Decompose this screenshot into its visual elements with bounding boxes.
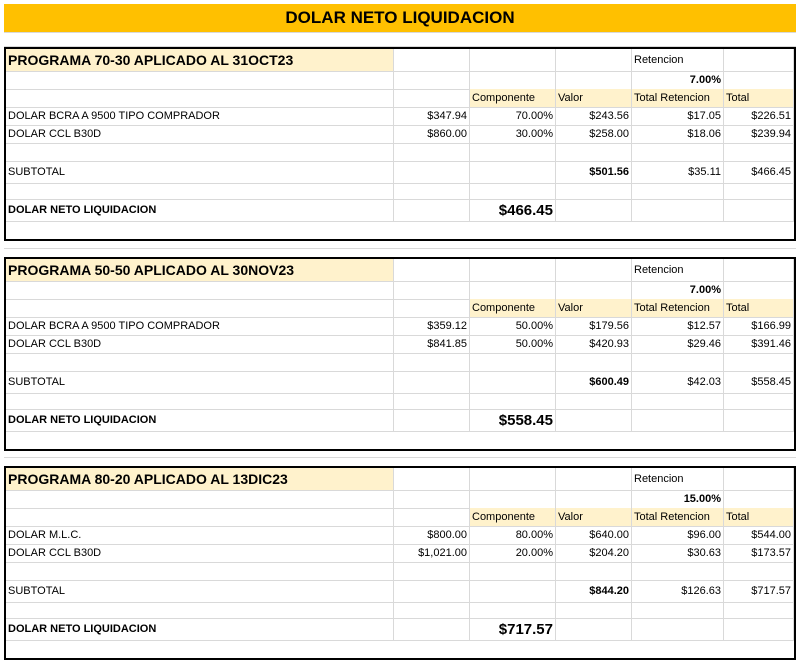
- row-value[interactable]: $243.56: [556, 107, 632, 125]
- table-row: [6, 317, 794, 336]
- row-name[interactable]: DOLAR BCRA A 9500 TIPO COMPRADOR: [6, 317, 394, 335]
- cell[interactable]: [6, 353, 394, 371]
- cell[interactable]: [724, 143, 794, 161]
- cell[interactable]: [394, 393, 470, 409]
- cell[interactable]: [394, 353, 470, 371]
- row-price[interactable]: $800.00: [394, 526, 470, 544]
- row-value[interactable]: $258.00: [556, 125, 632, 143]
- subtotal-row: [6, 161, 794, 184]
- row-component[interactable]: 70.00%: [470, 107, 556, 125]
- retencion-label[interactable]: Retencion: [632, 259, 724, 281]
- cell[interactable]: [394, 468, 470, 490]
- cell[interactable]: [470, 580, 556, 602]
- header-componente[interactable]: Componente: [470, 508, 556, 526]
- row-price[interactable]: $860.00: [394, 125, 470, 143]
- cell[interactable]: [632, 199, 724, 221]
- retention-rate[interactable]: 7.00%: [632, 281, 724, 299]
- cell[interactable]: [6, 508, 394, 526]
- subtotal-total[interactable]: $717.57: [724, 580, 794, 602]
- empty-row: [6, 353, 794, 372]
- row-component[interactable]: 50.00%: [470, 335, 556, 353]
- gridline: [4, 457, 796, 458]
- cell[interactable]: [6, 490, 394, 508]
- sheet-title-text: DOLAR NETO LIQUIDACION: [285, 8, 515, 27]
- cell[interactable]: [394, 580, 470, 602]
- cell[interactable]: [394, 562, 470, 580]
- row-price[interactable]: $841.85: [394, 335, 470, 353]
- retencion-label[interactable]: Retencion: [632, 468, 724, 490]
- header-total-retencion[interactable]: Total Retencion: [632, 89, 724, 107]
- row-value[interactable]: $640.00: [556, 526, 632, 544]
- program-block-3: [4, 466, 796, 660]
- cell[interactable]: [556, 281, 632, 299]
- row-price[interactable]: $347.94: [394, 107, 470, 125]
- cell[interactable]: [394, 618, 470, 640]
- row-component[interactable]: 30.00%: [470, 125, 556, 143]
- program-title-row: [6, 468, 794, 491]
- retencion-label[interactable]: Retencion: [632, 49, 724, 71]
- row-value[interactable]: $204.20: [556, 544, 632, 562]
- cell[interactable]: [394, 371, 470, 393]
- cell[interactable]: [394, 183, 470, 199]
- cell[interactable]: [6, 299, 394, 317]
- cell[interactable]: [724, 353, 794, 371]
- cell[interactable]: [470, 183, 556, 199]
- cell[interactable]: [632, 562, 724, 580]
- cell[interactable]: [394, 199, 470, 221]
- header-valor[interactable]: Valor: [556, 508, 632, 526]
- gridline: [4, 248, 796, 249]
- table-row: [6, 107, 794, 126]
- cell[interactable]: [632, 602, 724, 618]
- cell[interactable]: [724, 618, 794, 640]
- program-title-row: [6, 259, 794, 282]
- header-total[interactable]: Total: [724, 299, 794, 317]
- subtotal-row: [6, 580, 794, 603]
- cell[interactable]: [556, 393, 632, 409]
- row-name[interactable]: DOLAR CCL B30D: [6, 125, 394, 143]
- cell[interactable]: [724, 490, 794, 508]
- program-title[interactable]: PROGRAMA 80-20 APLICADO AL 13DIC23: [6, 468, 394, 490]
- empty-row: [6, 393, 794, 410]
- cell[interactable]: [556, 562, 632, 580]
- cell[interactable]: [724, 259, 794, 281]
- subtotal-total-retention[interactable]: $42.03: [632, 371, 724, 393]
- spacer-row: [4, 32, 796, 47]
- row-total[interactable]: $239.94: [724, 125, 794, 143]
- row-total-retention[interactable]: $30.63: [632, 544, 724, 562]
- cell[interactable]: [470, 281, 556, 299]
- row-component[interactable]: 20.00%: [470, 544, 556, 562]
- empty-row: [6, 562, 794, 581]
- sheet-title[interactable]: [4, 4, 796, 33]
- row-name[interactable]: DOLAR M.L.C.: [6, 526, 394, 544]
- row-total-retention[interactable]: $96.00: [632, 526, 724, 544]
- header-total-retencion[interactable]: Total Retencion: [632, 508, 724, 526]
- cell[interactable]: [632, 409, 724, 431]
- cell[interactable]: [394, 409, 470, 431]
- neto-value[interactable]: $558.45: [470, 409, 556, 431]
- cell[interactable]: [394, 602, 470, 618]
- header-componente[interactable]: Componente: [470, 89, 556, 107]
- cell[interactable]: [394, 281, 470, 299]
- cell[interactable]: [6, 183, 394, 199]
- cell[interactable]: [6, 562, 394, 580]
- cell[interactable]: [632, 353, 724, 371]
- header-valor[interactable]: Valor: [556, 89, 632, 107]
- header-componente[interactable]: Componente: [470, 299, 556, 317]
- neto-row: [6, 199, 794, 222]
- cell[interactable]: [632, 143, 724, 161]
- cell[interactable]: [724, 199, 794, 221]
- header-valor[interactable]: Valor: [556, 299, 632, 317]
- neto-label[interactable]: DOLAR NETO LIQUIDACION: [6, 618, 394, 640]
- row-total-retention[interactable]: $17.05: [632, 107, 724, 125]
- table-row: [6, 544, 794, 563]
- cell[interactable]: [724, 71, 794, 89]
- row-name[interactable]: DOLAR BCRA A 9500 TIPO COMPRADOR: [6, 107, 394, 125]
- cell[interactable]: [394, 71, 470, 89]
- row-name[interactable]: DOLAR CCL B30D: [6, 335, 394, 353]
- cell[interactable]: [394, 49, 470, 71]
- cell[interactable]: [470, 393, 556, 409]
- cell[interactable]: [6, 393, 394, 409]
- table-row: [6, 526, 794, 545]
- row-total[interactable]: $173.57: [724, 544, 794, 562]
- subtotal-value[interactable]: $600.49: [556, 371, 632, 393]
- header-total-retencion[interactable]: Total Retencion: [632, 299, 724, 317]
- header-total[interactable]: Total: [724, 89, 794, 107]
- empty-row: [6, 602, 794, 619]
- cell[interactable]: [632, 183, 724, 199]
- cell[interactable]: [6, 71, 394, 89]
- cell[interactable]: [556, 183, 632, 199]
- header-total[interactable]: Total: [724, 508, 794, 526]
- header-row: [6, 299, 794, 318]
- program-title[interactable]: PROGRAMA 50-50 APLICADO AL 30NOV23: [6, 259, 394, 281]
- cell[interactable]: [6, 143, 394, 161]
- cell[interactable]: [470, 562, 556, 580]
- header-row: [6, 89, 794, 108]
- cell[interactable]: [724, 602, 794, 618]
- empty-row: [6, 143, 794, 162]
- neto-row: [6, 618, 794, 641]
- cell[interactable]: [470, 353, 556, 371]
- cell[interactable]: [470, 49, 556, 71]
- cell[interactable]: [394, 508, 470, 526]
- cell[interactable]: [556, 602, 632, 618]
- neto-value[interactable]: $717.57: [470, 618, 556, 640]
- row-total-retention[interactable]: $18.06: [632, 125, 724, 143]
- cell[interactable]: [394, 161, 470, 183]
- cell[interactable]: [470, 468, 556, 490]
- subtotal-row: [6, 371, 794, 394]
- cell[interactable]: [470, 490, 556, 508]
- row-price[interactable]: $1,021.00: [394, 544, 470, 562]
- cell[interactable]: [470, 371, 556, 393]
- cell[interactable]: [394, 89, 470, 107]
- cell[interactable]: [556, 409, 632, 431]
- subtotal-value[interactable]: $844.20: [556, 580, 632, 602]
- cell[interactable]: [724, 562, 794, 580]
- program-block-2: [4, 257, 796, 451]
- subtotal-total-retention[interactable]: $35.11: [632, 161, 724, 183]
- cell[interactable]: [724, 468, 794, 490]
- rate-row: [6, 490, 794, 509]
- subtotal-label[interactable]: SUBTOTAL: [6, 580, 394, 602]
- cell[interactable]: [470, 602, 556, 618]
- cell[interactable]: [724, 49, 794, 71]
- neto-label[interactable]: DOLAR NETO LIQUIDACION: [6, 409, 394, 431]
- row-component[interactable]: 50.00%: [470, 317, 556, 335]
- retention-rate[interactable]: 7.00%: [632, 71, 724, 89]
- program-title-row: [6, 49, 794, 72]
- cell[interactable]: [556, 618, 632, 640]
- row-value[interactable]: $420.93: [556, 335, 632, 353]
- row-name[interactable]: DOLAR CCL B30D: [6, 544, 394, 562]
- row-value[interactable]: $179.56: [556, 317, 632, 335]
- cell[interactable]: [470, 71, 556, 89]
- cell[interactable]: [632, 618, 724, 640]
- neto-label[interactable]: DOLAR NETO LIQUIDACION: [6, 199, 394, 221]
- program-title[interactable]: PROGRAMA 70-30 APLICADO AL 31OCT23: [6, 49, 394, 71]
- cell[interactable]: [6, 89, 394, 107]
- row-total[interactable]: $544.00: [724, 526, 794, 544]
- cell[interactable]: [556, 353, 632, 371]
- cell[interactable]: [556, 490, 632, 508]
- row-total-retention[interactable]: $12.57: [632, 317, 724, 335]
- empty-row: [6, 183, 794, 200]
- subtotal-value[interactable]: $501.56: [556, 161, 632, 183]
- cell[interactable]: [470, 143, 556, 161]
- subtotal-total[interactable]: $558.45: [724, 371, 794, 393]
- cell[interactable]: [724, 393, 794, 409]
- cell[interactable]: [556, 468, 632, 490]
- subtotal-label[interactable]: SUBTOTAL: [6, 161, 394, 183]
- cell[interactable]: [470, 161, 556, 183]
- cell[interactable]: [724, 281, 794, 299]
- header-row: [6, 508, 794, 527]
- cell[interactable]: [6, 281, 394, 299]
- cell[interactable]: [394, 143, 470, 161]
- subtotal-total-retention[interactable]: $126.63: [632, 580, 724, 602]
- row-price[interactable]: $359.12: [394, 317, 470, 335]
- cell[interactable]: [394, 490, 470, 508]
- row-total[interactable]: $166.99: [724, 317, 794, 335]
- cell[interactable]: [394, 299, 470, 317]
- cell[interactable]: [556, 49, 632, 71]
- neto-row: [6, 409, 794, 432]
- subtotal-label[interactable]: SUBTOTAL: [6, 371, 394, 393]
- cell[interactable]: [556, 199, 632, 221]
- neto-value[interactable]: $466.45: [470, 199, 556, 221]
- subtotal-total[interactable]: $466.45: [724, 161, 794, 183]
- cell[interactable]: [724, 409, 794, 431]
- cell[interactable]: [394, 259, 470, 281]
- cell[interactable]: [6, 602, 394, 618]
- cell[interactable]: [470, 259, 556, 281]
- retention-rate[interactable]: 15.00%: [632, 490, 724, 508]
- program-block-1: [4, 47, 796, 241]
- row-total[interactable]: $226.51: [724, 107, 794, 125]
- table-row: [6, 335, 794, 354]
- cell[interactable]: [556, 71, 632, 89]
- table-row: [6, 125, 794, 144]
- cell[interactable]: [556, 259, 632, 281]
- rate-row: [6, 71, 794, 90]
- cell[interactable]: [556, 143, 632, 161]
- cell[interactable]: [632, 393, 724, 409]
- row-total[interactable]: $391.46: [724, 335, 794, 353]
- rate-row: [6, 281, 794, 300]
- cell[interactable]: [724, 183, 794, 199]
- row-component[interactable]: 80.00%: [470, 526, 556, 544]
- row-total-retention[interactable]: $29.46: [632, 335, 724, 353]
